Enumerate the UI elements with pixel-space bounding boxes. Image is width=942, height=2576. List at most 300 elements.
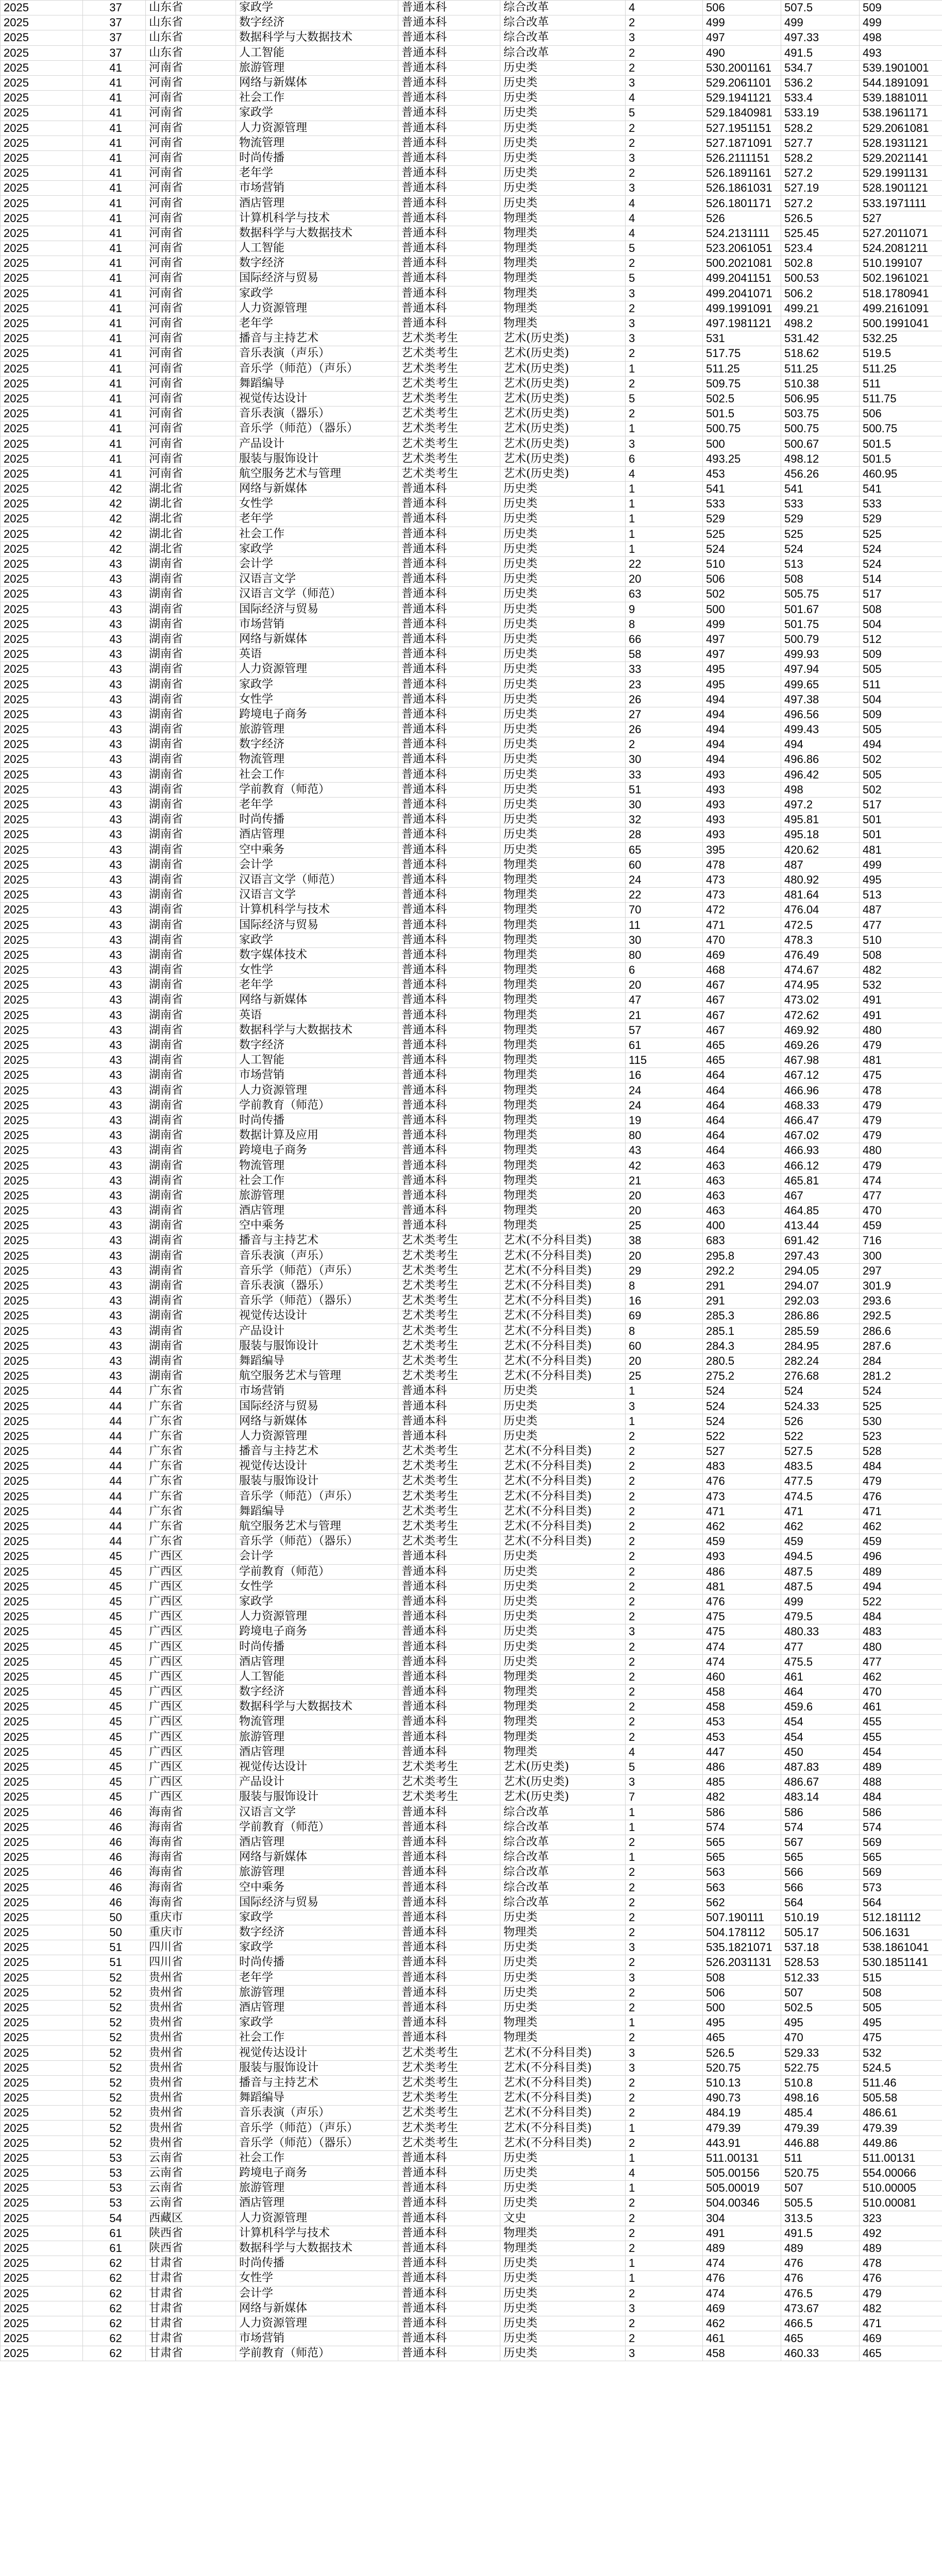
max-score-cell[interactable]: 478 [860, 1083, 942, 1098]
category-cell[interactable]: 普通本科 [398, 2211, 500, 2226]
province-code-cell[interactable]: 41 [83, 121, 146, 135]
category-cell[interactable]: 普通本科 [398, 722, 500, 737]
province-code-cell[interactable]: 43 [83, 947, 146, 962]
year-cell[interactable]: 2025 [1, 1910, 83, 1925]
category-cell[interactable]: 普通本科 [398, 241, 500, 256]
count-cell[interactable]: 8 [626, 1324, 703, 1338]
province-code-cell[interactable]: 43 [83, 933, 146, 947]
year-cell[interactable]: 2025 [1, 1038, 83, 1053]
province-cell[interactable]: 河南省 [146, 346, 236, 361]
major-cell[interactable]: 家政学 [236, 286, 398, 301]
year-cell[interactable]: 2025 [1, 361, 83, 376]
year-cell[interactable]: 2025 [1, 2166, 83, 2181]
count-cell[interactable]: 3 [626, 1624, 703, 1639]
province-cell[interactable]: 广东省 [146, 1399, 236, 1414]
major-cell[interactable]: 人力资源管理 [236, 1609, 398, 1624]
province-cell[interactable]: 海南省 [146, 1820, 236, 1835]
province-cell[interactable]: 广东省 [146, 1534, 236, 1549]
province-code-cell[interactable]: 50 [83, 1925, 146, 1940]
max-score-cell[interactable]: 501.5 [860, 436, 942, 451]
year-cell[interactable]: 2025 [1, 2331, 83, 2346]
count-cell[interactable]: 22 [626, 556, 703, 571]
major-cell[interactable]: 音乐表演（声乐） [236, 2106, 398, 2121]
year-cell[interactable]: 2025 [1, 256, 83, 271]
province-cell[interactable]: 广西区 [146, 1564, 236, 1579]
count-cell[interactable]: 2 [626, 2091, 703, 2106]
avg-score-cell[interactable]: 498.2 [781, 316, 860, 331]
province-code-cell[interactable]: 46 [83, 1895, 146, 1910]
major-cell[interactable]: 学前教育（师范） [236, 1820, 398, 1835]
min-score-cell[interactable]: 291 [703, 1278, 781, 1293]
province-cell[interactable]: 甘肃省 [146, 2271, 236, 2286]
province-code-cell[interactable]: 43 [83, 632, 146, 647]
province-code-cell[interactable]: 43 [83, 647, 146, 662]
category-cell[interactable]: 普通本科 [398, 752, 500, 767]
min-score-cell[interactable]: 526.1891161 [703, 166, 781, 181]
max-score-cell[interactable]: 539.1881011 [860, 91, 942, 106]
subject-type-cell[interactable]: 物理类 [500, 1715, 626, 1730]
year-cell[interactable]: 2025 [1, 1850, 83, 1865]
category-cell[interactable]: 普通本科 [398, 1143, 500, 1158]
province-code-cell[interactable]: 45 [83, 1790, 146, 1805]
province-cell[interactable]: 湖南省 [146, 632, 236, 647]
count-cell[interactable]: 33 [626, 767, 703, 782]
max-score-cell[interactable]: 455 [860, 1730, 942, 1744]
avg-score-cell[interactable]: 526 [781, 1414, 860, 1429]
min-score-cell[interactable]: 464 [703, 1143, 781, 1158]
avg-score-cell[interactable]: 495.18 [781, 827, 860, 842]
province-cell[interactable]: 湖北省 [146, 541, 236, 556]
max-score-cell[interactable]: 489 [860, 1759, 942, 1774]
province-code-cell[interactable]: 45 [83, 1579, 146, 1594]
major-cell[interactable]: 汉语言文学 [236, 1805, 398, 1820]
province-code-cell[interactable]: 45 [83, 1730, 146, 1744]
province-cell[interactable]: 贵州省 [146, 2075, 236, 2090]
avg-score-cell[interactable]: 487.5 [781, 1564, 860, 1579]
province-code-cell[interactable]: 41 [83, 391, 146, 406]
subject-type-cell[interactable]: 物理类 [500, 1218, 626, 1233]
max-score-cell[interactable]: 479 [860, 1158, 942, 1173]
avg-score-cell[interactable]: 480.33 [781, 1624, 860, 1639]
avg-score-cell[interactable]: 567 [781, 1835, 860, 1850]
max-score-cell[interactable]: 471 [860, 2316, 942, 2331]
count-cell[interactable]: 20 [626, 1188, 703, 1203]
min-score-cell[interactable]: 473 [703, 888, 781, 903]
province-code-cell[interactable]: 44 [83, 1489, 146, 1504]
count-cell[interactable]: 9 [626, 602, 703, 617]
province-code-cell[interactable]: 43 [83, 1309, 146, 1324]
min-score-cell[interactable]: 460 [703, 1669, 781, 1684]
max-score-cell[interactable]: 505 [860, 722, 942, 737]
min-score-cell[interactable]: 400 [703, 1218, 781, 1233]
count-cell[interactable]: 2 [626, 1880, 703, 1895]
subject-type-cell[interactable]: 历史类 [500, 692, 626, 707]
min-score-cell[interactable]: 494 [703, 722, 781, 737]
subject-type-cell[interactable]: 历史类 [500, 1639, 626, 1654]
category-cell[interactable]: 普通本科 [398, 527, 500, 541]
subject-type-cell[interactable]: 物理类 [500, 1098, 626, 1113]
major-cell[interactable]: 数据科学与大数据技术 [236, 226, 398, 241]
major-cell[interactable]: 物流管理 [236, 1715, 398, 1730]
province-code-cell[interactable]: 43 [83, 993, 146, 1008]
province-code-cell[interactable]: 42 [83, 527, 146, 541]
avg-score-cell[interactable]: 446.88 [781, 2136, 860, 2150]
count-cell[interactable]: 8 [626, 1278, 703, 1293]
major-cell[interactable]: 酒店管理 [236, 1744, 398, 1759]
min-score-cell[interactable]: 510 [703, 556, 781, 571]
major-cell[interactable]: 物流管理 [236, 752, 398, 767]
min-score-cell[interactable]: 467 [703, 1023, 781, 1038]
year-cell[interactable]: 2025 [1, 436, 83, 451]
min-score-cell[interactable]: 508 [703, 1970, 781, 1985]
province-cell[interactable]: 云南省 [146, 2150, 236, 2165]
count-cell[interactable]: 60 [626, 1338, 703, 1353]
category-cell[interactable]: 普通本科 [398, 121, 500, 135]
year-cell[interactable]: 2025 [1, 1218, 83, 1233]
year-cell[interactable]: 2025 [1, 1309, 83, 1324]
category-cell[interactable]: 艺术类考生 [398, 1353, 500, 1368]
max-score-cell[interactable]: 323 [860, 2211, 942, 2226]
category-cell[interactable]: 普通本科 [398, 482, 500, 497]
province-cell[interactable]: 河南省 [146, 361, 236, 376]
province-code-cell[interactable]: 41 [83, 451, 146, 466]
min-score-cell[interactable]: 491 [703, 2226, 781, 2241]
major-cell[interactable]: 跨境电子商务 [236, 2166, 398, 2181]
subject-type-cell[interactable]: 艺术(历史类) [500, 376, 626, 391]
avg-score-cell[interactable]: 454 [781, 1730, 860, 1744]
subject-type-cell[interactable]: 综合改革 [500, 1835, 626, 1850]
max-score-cell[interactable]: 480 [860, 1023, 942, 1038]
count-cell[interactable]: 5 [626, 271, 703, 286]
avg-score-cell[interactable]: 491.5 [781, 45, 860, 60]
avg-score-cell[interactable]: 525.45 [781, 226, 860, 241]
avg-score-cell[interactable]: 513 [781, 556, 860, 571]
avg-score-cell[interactable]: 420.62 [781, 842, 860, 857]
max-score-cell[interactable]: 586 [860, 1805, 942, 1820]
province-cell[interactable]: 广西区 [146, 1654, 236, 1669]
avg-score-cell[interactable]: 566 [781, 1880, 860, 1895]
major-cell[interactable]: 音乐学（师范）（器乐） [236, 2136, 398, 2150]
min-score-cell[interactable]: 464 [703, 1068, 781, 1083]
subject-type-cell[interactable]: 艺术(历史类) [500, 346, 626, 361]
major-cell[interactable]: 家政学 [236, 677, 398, 692]
avg-score-cell[interactable]: 691.42 [781, 1233, 860, 1248]
province-cell[interactable]: 贵州省 [146, 2121, 236, 2136]
subject-type-cell[interactable]: 艺术(不分科目类) [500, 1504, 626, 1519]
province-cell[interactable]: 湖南省 [146, 1143, 236, 1158]
province-code-cell[interactable]: 41 [83, 286, 146, 301]
major-cell[interactable]: 老年学 [236, 166, 398, 181]
count-cell[interactable]: 2 [626, 1835, 703, 1850]
count-cell[interactable]: 26 [626, 722, 703, 737]
max-score-cell[interactable]: 480 [860, 1143, 942, 1158]
max-score-cell[interactable]: 292.5 [860, 1309, 942, 1324]
min-score-cell[interactable]: 526.1861031 [703, 181, 781, 196]
year-cell[interactable]: 2025 [1, 1564, 83, 1579]
subject-type-cell[interactable]: 历史类 [500, 121, 626, 135]
subject-type-cell[interactable]: 艺术(不分科目类) [500, 2060, 626, 2075]
min-score-cell[interactable]: 493 [703, 797, 781, 812]
category-cell[interactable]: 普通本科 [398, 1188, 500, 1203]
year-cell[interactable]: 2025 [1, 1805, 83, 1820]
province-cell[interactable]: 湖南省 [146, 1294, 236, 1309]
category-cell[interactable]: 普通本科 [398, 662, 500, 677]
max-score-cell[interactable]: 484 [860, 1459, 942, 1474]
province-cell[interactable]: 广西区 [146, 1549, 236, 1564]
count-cell[interactable]: 2 [626, 2030, 703, 2045]
year-cell[interactable]: 2025 [1, 1474, 83, 1489]
avg-score-cell[interactable]: 476.04 [781, 903, 860, 918]
category-cell[interactable]: 普通本科 [398, 211, 500, 226]
max-score-cell[interactable]: 494 [860, 1579, 942, 1594]
count-cell[interactable]: 4 [626, 1, 703, 15]
province-code-cell[interactable]: 41 [83, 361, 146, 376]
major-cell[interactable]: 跨境电子商务 [236, 1624, 398, 1639]
min-score-cell[interactable]: 474 [703, 1639, 781, 1654]
year-cell[interactable]: 2025 [1, 2015, 83, 2030]
min-score-cell[interactable]: 467 [703, 1008, 781, 1023]
province-code-cell[interactable]: 37 [83, 15, 146, 30]
major-cell[interactable]: 视觉传达设计 [236, 1459, 398, 1474]
min-score-cell[interactable]: 509.75 [703, 376, 781, 391]
province-cell[interactable]: 云南省 [146, 2196, 236, 2211]
major-cell[interactable]: 家政学 [236, 2015, 398, 2030]
province-code-cell[interactable]: 46 [83, 1880, 146, 1895]
avg-score-cell[interactable]: 518.62 [781, 346, 860, 361]
count-cell[interactable]: 2 [626, 1519, 703, 1534]
count-cell[interactable]: 20 [626, 1248, 703, 1263]
major-cell[interactable]: 数字经济 [236, 256, 398, 271]
avg-score-cell[interactable]: 465 [781, 2331, 860, 2346]
max-score-cell[interactable]: 505 [860, 662, 942, 677]
province-cell[interactable]: 湖南省 [146, 722, 236, 737]
count-cell[interactable]: 1 [626, 2181, 703, 2196]
category-cell[interactable]: 艺术类考生 [398, 2121, 500, 2136]
count-cell[interactable]: 29 [626, 1263, 703, 1278]
min-score-cell[interactable]: 482 [703, 1790, 781, 1805]
category-cell[interactable]: 普通本科 [398, 797, 500, 812]
max-score-cell[interactable]: 508 [860, 1985, 942, 2000]
province-code-cell[interactable]: 43 [83, 782, 146, 797]
province-cell[interactable]: 甘肃省 [146, 2331, 236, 2346]
major-cell[interactable]: 网络与新媒体 [236, 632, 398, 647]
subject-type-cell[interactable]: 艺术(不分科目类) [500, 1534, 626, 1549]
province-code-cell[interactable]: 45 [83, 1594, 146, 1609]
major-cell[interactable]: 航空服务艺术与管理 [236, 466, 398, 481]
province-cell[interactable]: 湖北省 [146, 527, 236, 541]
major-cell[interactable]: 计算机科学与技术 [236, 903, 398, 918]
province-cell[interactable]: 广东省 [146, 1474, 236, 1489]
province-cell[interactable]: 广西区 [146, 1594, 236, 1609]
count-cell[interactable]: 2 [626, 1594, 703, 1609]
count-cell[interactable]: 43 [626, 1143, 703, 1158]
min-score-cell[interactable]: 527 [703, 1444, 781, 1459]
year-cell[interactable]: 2025 [1, 2150, 83, 2165]
province-cell[interactable]: 湖南省 [146, 1233, 236, 1248]
category-cell[interactable]: 普通本科 [398, 2241, 500, 2256]
avg-score-cell[interactable]: 527.5 [781, 1444, 860, 1459]
avg-score-cell[interactable]: 499.43 [781, 722, 860, 737]
count-cell[interactable]: 60 [626, 857, 703, 872]
count-cell[interactable]: 28 [626, 827, 703, 842]
max-score-cell[interactable]: 286.6 [860, 1324, 942, 1338]
category-cell[interactable]: 艺术类考生 [398, 1474, 500, 1489]
year-cell[interactable]: 2025 [1, 1294, 83, 1309]
min-score-cell[interactable]: 525 [703, 527, 781, 541]
max-score-cell[interactable]: 508 [860, 947, 942, 962]
count-cell[interactable]: 20 [626, 978, 703, 993]
subject-type-cell[interactable]: 物理类 [500, 1008, 626, 1023]
count-cell[interactable]: 1 [626, 2271, 703, 2286]
min-score-cell[interactable]: 472 [703, 903, 781, 918]
max-score-cell[interactable]: 532 [860, 978, 942, 993]
max-score-cell[interactable]: 528.1901121 [860, 181, 942, 196]
count-cell[interactable]: 6 [626, 963, 703, 978]
province-cell[interactable]: 甘肃省 [146, 2256, 236, 2271]
province-cell[interactable]: 湖南省 [146, 872, 236, 887]
avg-score-cell[interactable]: 286.86 [781, 1309, 860, 1324]
min-score-cell[interactable]: 529.1840981 [703, 106, 781, 121]
subject-type-cell[interactable]: 历史类 [500, 1429, 626, 1444]
province-cell[interactable]: 湖南省 [146, 737, 236, 752]
avg-score-cell[interactable]: 465.81 [781, 1173, 860, 1188]
subject-type-cell[interactable]: 历史类 [500, 166, 626, 181]
category-cell[interactable]: 普通本科 [398, 1654, 500, 1669]
avg-score-cell[interactable]: 527.2 [781, 196, 860, 211]
major-cell[interactable]: 数字经济 [236, 1685, 398, 1700]
avg-score-cell[interactable]: 276.68 [781, 1369, 860, 1384]
count-cell[interactable]: 2 [626, 2000, 703, 2015]
max-score-cell[interactable]: 489 [860, 1564, 942, 1579]
province-code-cell[interactable]: 52 [83, 2106, 146, 2121]
avg-score-cell[interactable]: 467.12 [781, 1068, 860, 1083]
province-code-cell[interactable]: 44 [83, 1399, 146, 1414]
subject-type-cell[interactable]: 历史类 [500, 2316, 626, 2331]
major-cell[interactable]: 国际经济与贸易 [236, 602, 398, 617]
count-cell[interactable]: 2 [626, 1925, 703, 1940]
min-score-cell[interactable]: 493 [703, 782, 781, 797]
min-score-cell[interactable]: 464 [703, 1128, 781, 1143]
avg-score-cell[interactable]: 480.92 [781, 872, 860, 887]
province-cell[interactable]: 湖南省 [146, 1113, 236, 1128]
province-code-cell[interactable]: 43 [83, 1158, 146, 1173]
major-cell[interactable]: 学前教育（师范） [236, 2346, 398, 2361]
min-score-cell[interactable]: 504.00346 [703, 2196, 781, 2211]
avg-score-cell[interactable]: 500.75 [781, 421, 860, 436]
major-cell[interactable]: 家政学 [236, 933, 398, 947]
year-cell[interactable]: 2025 [1, 196, 83, 211]
major-cell[interactable]: 老年学 [236, 512, 398, 527]
avg-score-cell[interactable]: 474.95 [781, 978, 860, 993]
province-cell[interactable]: 河南省 [146, 286, 236, 301]
major-cell[interactable]: 英语 [236, 1008, 398, 1023]
max-score-cell[interactable]: 301.9 [860, 1278, 942, 1293]
max-score-cell[interactable]: 484 [860, 1790, 942, 1805]
major-cell[interactable]: 网络与新媒体 [236, 2301, 398, 2316]
province-code-cell[interactable]: 43 [83, 1188, 146, 1203]
subject-type-cell[interactable]: 历史类 [500, 797, 626, 812]
year-cell[interactable]: 2025 [1, 1790, 83, 1805]
subject-type-cell[interactable]: 历史类 [500, 497, 626, 512]
max-score-cell[interactable]: 524 [860, 541, 942, 556]
major-cell[interactable]: 空中乘务 [236, 842, 398, 857]
province-code-cell[interactable]: 41 [83, 346, 146, 361]
category-cell[interactable]: 普通本科 [398, 1549, 500, 1564]
province-cell[interactable]: 河南省 [146, 406, 236, 421]
province-code-cell[interactable]: 42 [83, 512, 146, 527]
max-score-cell[interactable]: 449.86 [860, 2136, 942, 2150]
province-cell[interactable]: 河南省 [146, 226, 236, 241]
province-cell[interactable]: 陕西省 [146, 2241, 236, 2256]
count-cell[interactable]: 2 [626, 1459, 703, 1474]
province-cell[interactable]: 湖南省 [146, 662, 236, 677]
major-cell[interactable]: 汉语言文学（师范） [236, 872, 398, 887]
count-cell[interactable]: 2 [626, 45, 703, 60]
category-cell[interactable]: 普通本科 [398, 1970, 500, 1985]
category-cell[interactable]: 普通本科 [398, 1744, 500, 1759]
province-cell[interactable]: 河南省 [146, 121, 236, 135]
province-code-cell[interactable]: 43 [83, 692, 146, 707]
subject-type-cell[interactable]: 物理类 [500, 1700, 626, 1715]
avg-score-cell[interactable]: 505.17 [781, 1925, 860, 1940]
avg-score-cell[interactable]: 524 [781, 541, 860, 556]
category-cell[interactable]: 艺术类考生 [398, 331, 500, 346]
year-cell[interactable]: 2025 [1, 918, 83, 933]
category-cell[interactable]: 普通本科 [398, 1925, 500, 1940]
year-cell[interactable]: 2025 [1, 376, 83, 391]
subject-type-cell[interactable]: 历史类 [500, 782, 626, 797]
year-cell[interactable]: 2025 [1, 767, 83, 782]
province-cell[interactable]: 湖南省 [146, 1023, 236, 1038]
year-cell[interactable]: 2025 [1, 647, 83, 662]
major-cell[interactable]: 航空服务艺术与管理 [236, 1369, 398, 1384]
category-cell[interactable]: 艺术类考生 [398, 1248, 500, 1263]
province-code-cell[interactable]: 43 [83, 572, 146, 587]
category-cell[interactable]: 普通本科 [398, 1384, 500, 1399]
subject-type-cell[interactable]: 艺术(历史类) [500, 466, 626, 481]
major-cell[interactable]: 社会工作 [236, 2150, 398, 2165]
category-cell[interactable]: 艺术类考生 [398, 1309, 500, 1324]
avg-score-cell[interactable]: 297.43 [781, 1248, 860, 1263]
count-cell[interactable]: 24 [626, 1083, 703, 1098]
province-cell[interactable]: 湖南省 [146, 978, 236, 993]
province-code-cell[interactable]: 52 [83, 2015, 146, 2030]
min-score-cell[interactable]: 464 [703, 1083, 781, 1098]
max-score-cell[interactable]: 517 [860, 587, 942, 602]
category-cell[interactable]: 普通本科 [398, 737, 500, 752]
major-cell[interactable]: 会计学 [236, 1549, 398, 1564]
max-score-cell[interactable]: 500.1991041 [860, 316, 942, 331]
year-cell[interactable]: 2025 [1, 1098, 83, 1113]
count-cell[interactable]: 3 [626, 2045, 703, 2060]
province-cell[interactable]: 湖南省 [146, 647, 236, 662]
avg-score-cell[interactable]: 284.95 [781, 1338, 860, 1353]
province-code-cell[interactable]: 43 [83, 1008, 146, 1023]
max-score-cell[interactable]: 505 [860, 2000, 942, 2015]
major-cell[interactable]: 酒店管理 [236, 1654, 398, 1669]
province-code-cell[interactable]: 53 [83, 2150, 146, 2165]
avg-score-cell[interactable]: 565 [781, 1850, 860, 1865]
province-code-cell[interactable]: 41 [83, 316, 146, 331]
province-cell[interactable]: 贵州省 [146, 2106, 236, 2121]
min-score-cell[interactable]: 476 [703, 2271, 781, 2286]
major-cell[interactable]: 市场营销 [236, 181, 398, 196]
year-cell[interactable]: 2025 [1, 827, 83, 842]
category-cell[interactable]: 普通本科 [398, 872, 500, 887]
major-cell[interactable]: 市场营销 [236, 1384, 398, 1399]
year-cell[interactable]: 2025 [1, 406, 83, 421]
min-score-cell[interactable]: 497 [703, 632, 781, 647]
